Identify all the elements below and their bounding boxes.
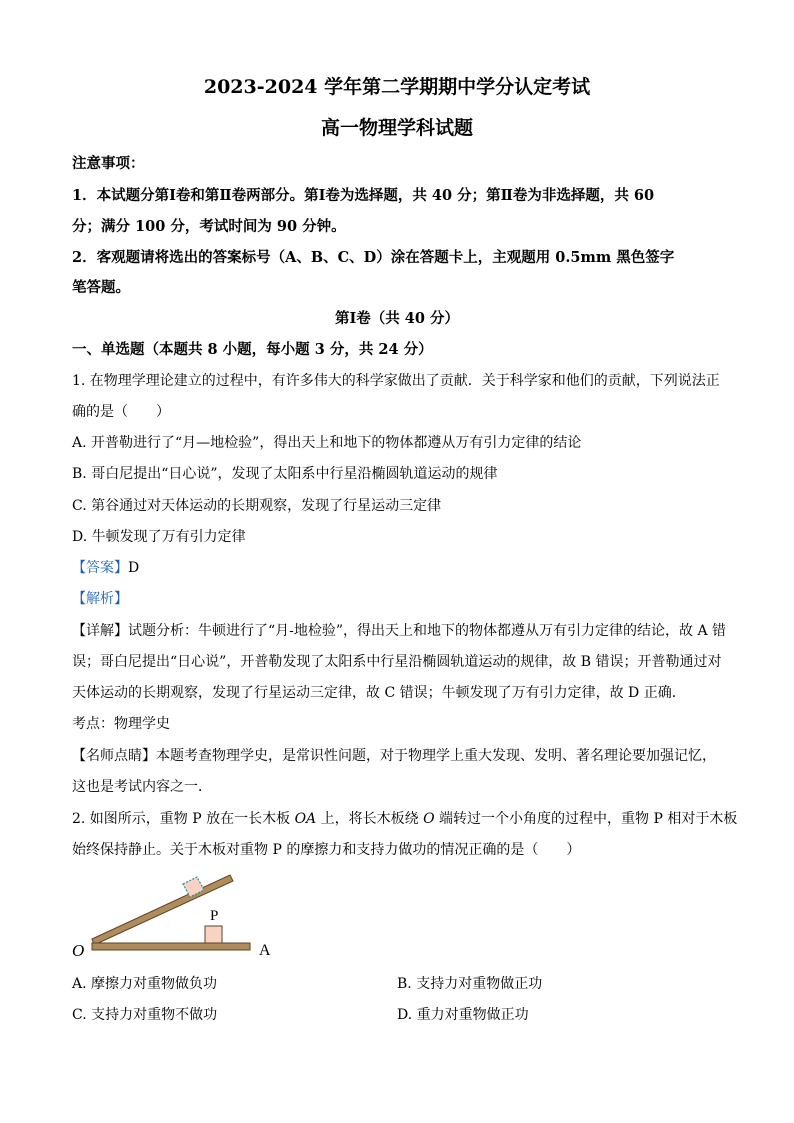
- notes-heading: 注意事项：: [72, 155, 145, 172]
- q2-stem-line-1: [72, 808, 737, 828]
- q1-detail-line-1: [72, 620, 726, 640]
- label-a: A: [259, 942, 271, 959]
- detail-tag: 【详解】: [72, 623, 128, 639]
- q1-option-b: B. 哥白尼提出“日心说”，发现了太阳系中行星沿椭圆轨道运动的规律: [72, 466, 498, 482]
- label-p: P: [210, 908, 219, 924]
- block-p: [205, 926, 222, 943]
- q1-stem-line-1: 1. 在物理学理论建立的过程中，有许多伟大的科学家做出了贡献．关于科学家和他们的贡献，下列说法正: [72, 373, 720, 389]
- exam-title: 2023-2024 学年第二学期期中学分认定考试: [203, 76, 591, 98]
- q1-topic: 考点：物理学史: [72, 716, 170, 732]
- q2-option-d: D. 重力对重物做正功: [397, 1007, 529, 1023]
- q1-option-a: A. 开普勒进行了“月—地检验”，得出天上和地下的物体都遵从万有引力定律的结论: [72, 435, 582, 451]
- notes-line-1: 1．本试题分第Ⅰ卷和第Ⅱ卷两部分。第Ⅰ卷为选择题，共 40 分；第Ⅱ卷为非选择题，共 60: [72, 187, 655, 204]
- comment-text-1: 本题考查物理学史，是常识性问题，对于物理学上重大发现、发明、著名理论要加强记忆，: [156, 748, 716, 764]
- q2-stem-part-c: 端转过一个小角度的过程中，重物 P 相对于木板: [434, 811, 738, 827]
- q1-detail-line-2: 误；哥白尼提出“日心说”，开普勒发现了太阳系中行星沿椭圆轨道运动的规律，故 B 错误；开普勒通过对: [72, 654, 722, 670]
- q1-answer-line: [72, 557, 139, 577]
- q1-comment-line-2: 这也是考试内容之一．: [72, 779, 212, 795]
- volume-heading: 第Ⅰ卷（共 40 分）: [334, 310, 460, 327]
- q1-option-d: D. 牛顿发现了万有引力定律: [72, 529, 246, 545]
- label-o: O: [72, 941, 85, 960]
- answer-value: D: [128, 560, 140, 576]
- section-heading: 一、单选题（本题共 8 小题，每小题 3 分，共 24 分）: [72, 341, 433, 358]
- notes-line-2: 分；满分 100 分，考试时间为 90 分钟。: [72, 218, 346, 235]
- notes-line-3: 2．客观题请将选出的答案标号（A、B、C、D）涂在答题卡上，主观题用 0.5mm 黑色签字: [72, 249, 675, 266]
- q2-option-b: B. 支持力对重物做正功: [397, 976, 543, 992]
- q2-stem-part-b: 上，将长木板绕: [316, 811, 424, 827]
- q1-detail-line-3: 天体运动的长期观察，发现了行星运动三定律，故 C 错误；牛顿发现了万有引力定律，故 D 正确．: [72, 685, 686, 701]
- detail-text-1: 试题分析：牛顿进行了“月-地检验”，得出天上和地下的物体都遵从万有引力定律的结论，故 A 错: [128, 623, 727, 639]
- q2-stem-o: O: [423, 811, 435, 827]
- q2-stem-line-2: 始终保持静止。关于木板对重物 P 的摩擦力和支持力做功的情况正确的是（ ）: [72, 842, 581, 858]
- exam-subtitle: 高一物理学科试题: [320, 117, 473, 139]
- q1-stem-line-2: 确的是（ ）: [72, 404, 170, 420]
- horizontal-board: [92, 943, 250, 950]
- q2-option-c: C. 支持力对重物不做功: [72, 1007, 218, 1023]
- q1-comment-line-1: [72, 745, 716, 765]
- answer-tag: 【答案】: [72, 560, 128, 576]
- q2-stem-oa: OA: [294, 811, 317, 827]
- comment-tag: 【名师点睛】: [72, 748, 156, 764]
- q2-stem-part-a: 2. 如图所示，重物 P 放在一长木板: [72, 811, 295, 827]
- q2-figure: [66, 866, 296, 966]
- q1-option-c: C. 第谷通过对天体运动的长期观察，发现了行星运动三定律: [72, 498, 442, 514]
- analysis-tag: 【解析】: [72, 591, 128, 607]
- q2-option-a: A. 摩擦力对重物做负功: [72, 976, 218, 992]
- notes-line-4: 笔答题。: [72, 279, 130, 296]
